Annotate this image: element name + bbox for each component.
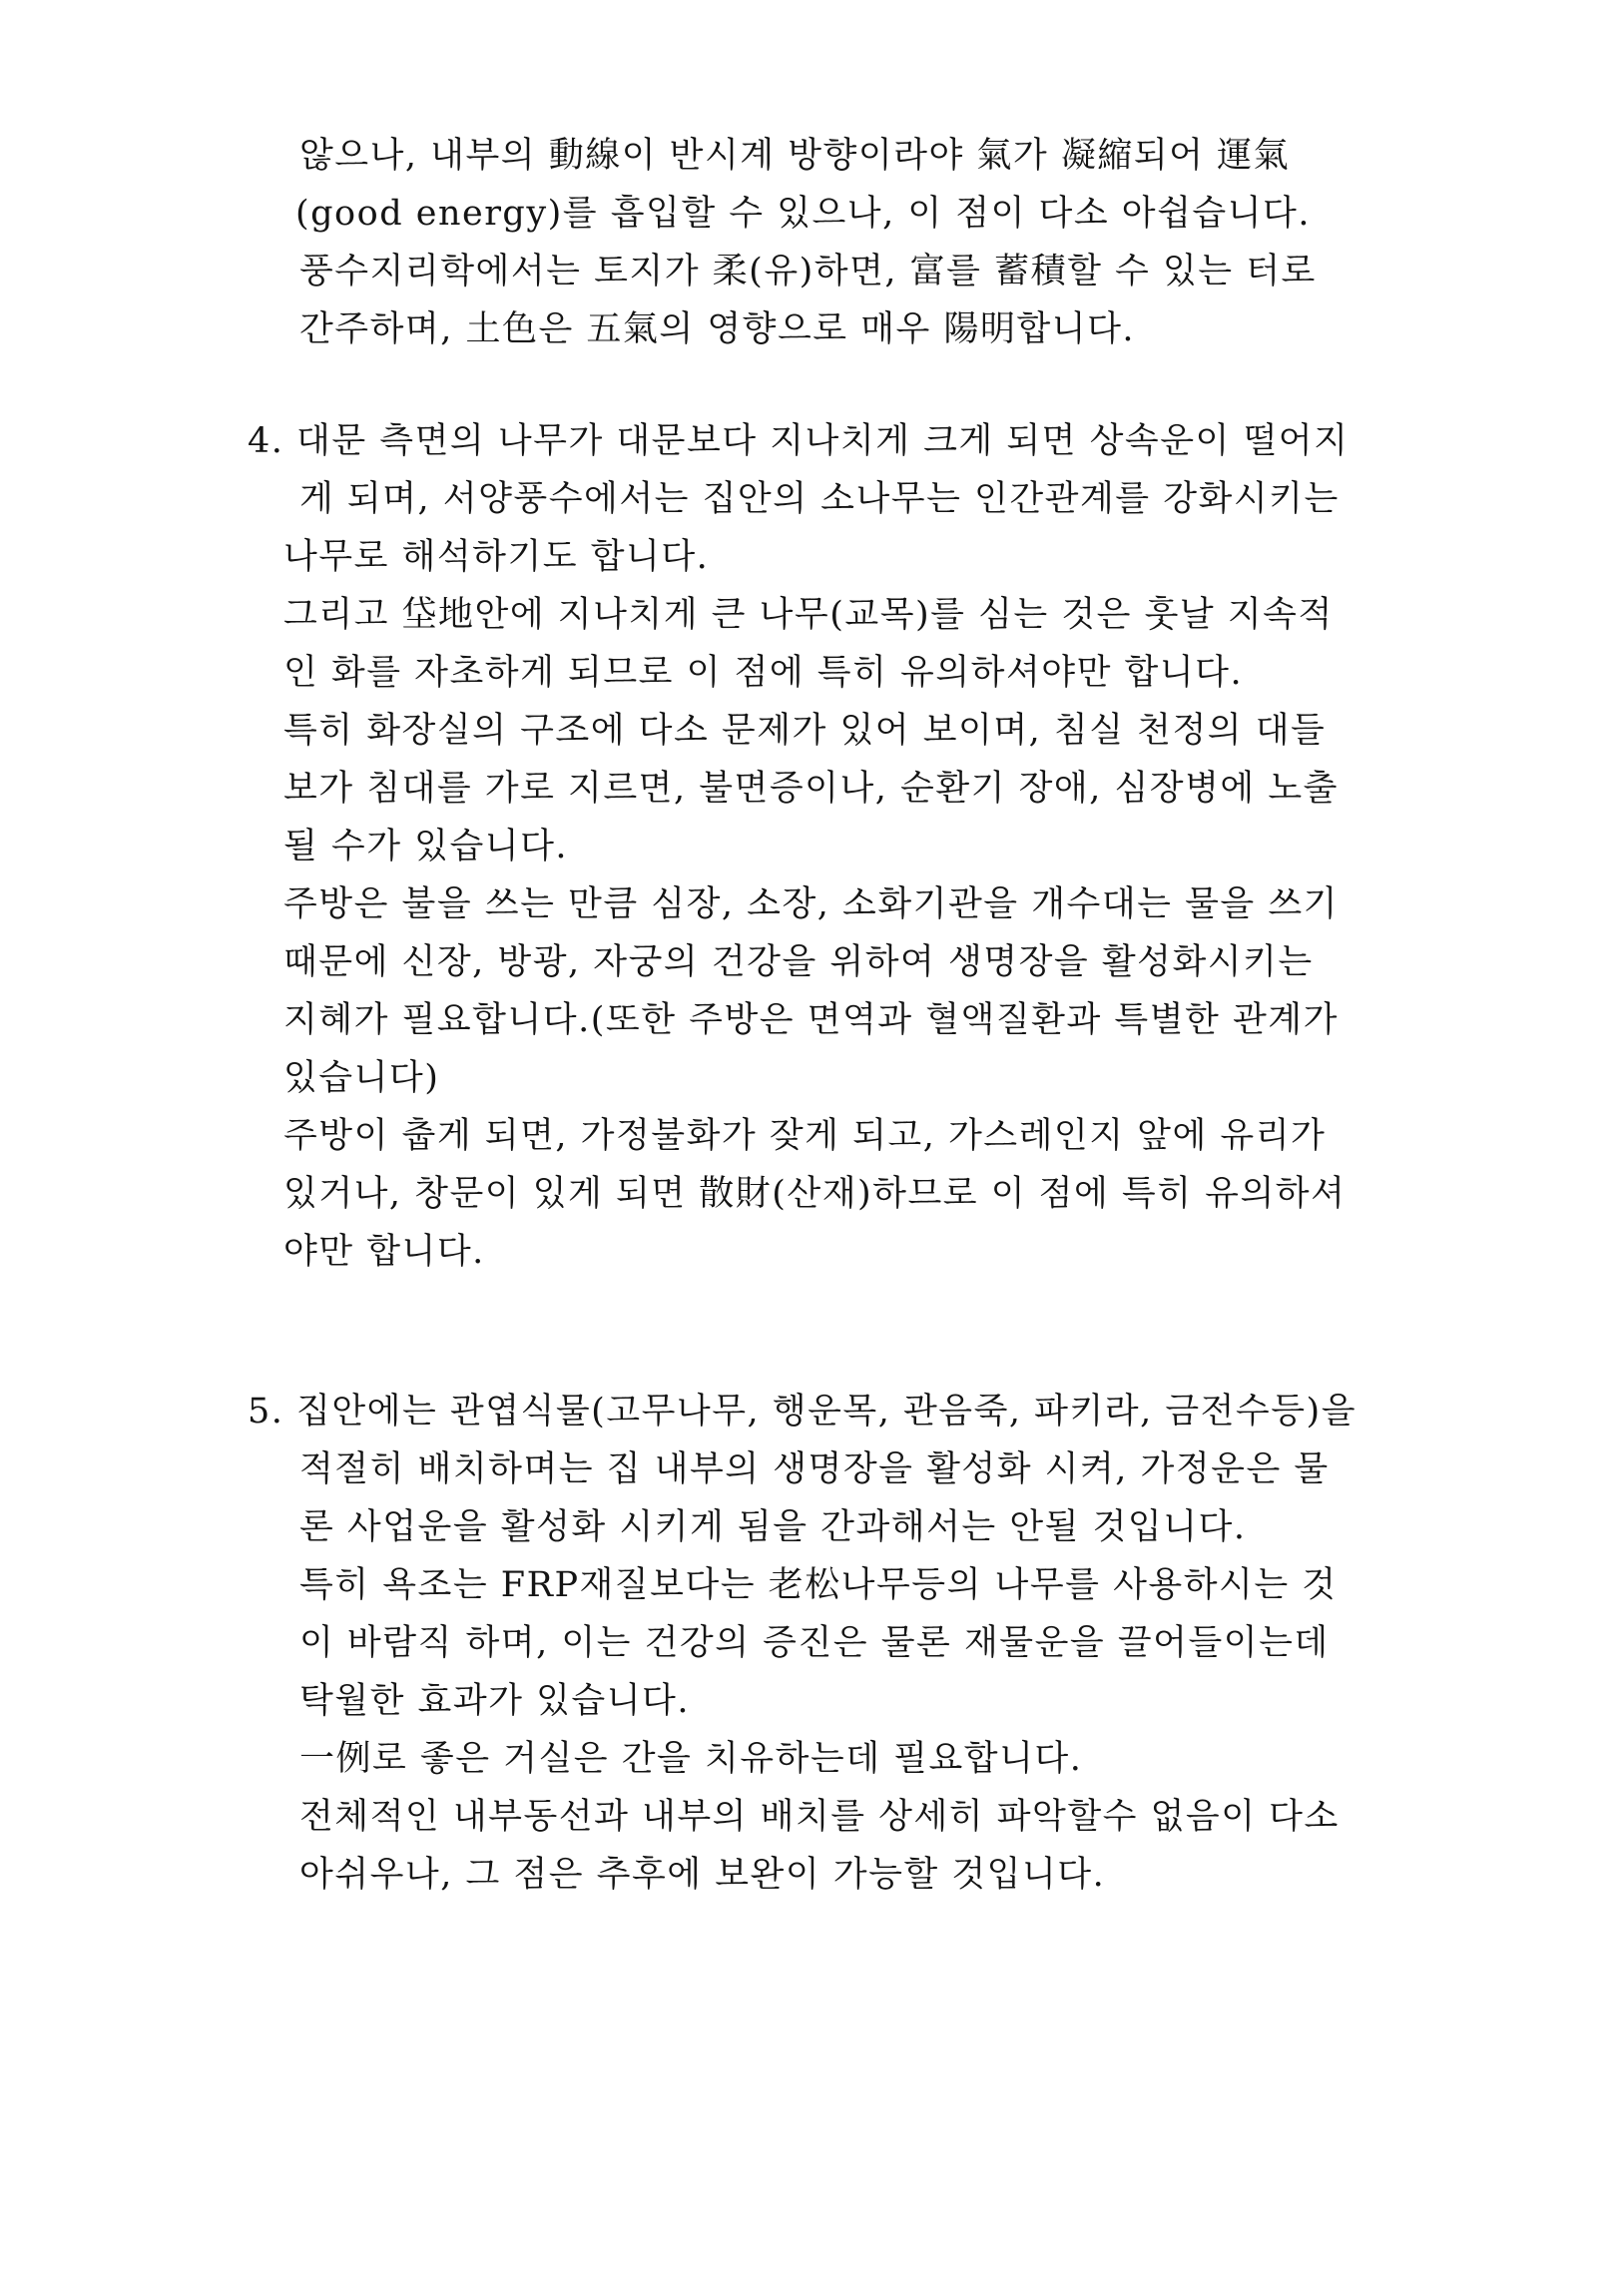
section-5-heading-line: 5. 집안에는 관엽식물(고무나무, 행운목, 관음죽, 파키라, 금전수등)을 [248, 1392, 1357, 1432]
text-line: 특히 화장실의 구조에 다소 문제가 있어 보이며, 침실 천정의 대들 [283, 711, 1327, 751]
text-line: 인 화를 자초하게 되므로 이 점에 특히 유의하셔야만 합니다. [283, 653, 1244, 693]
text-line: 될 수가 있습니다. [283, 827, 569, 866]
text-line: 있습니다) [283, 1058, 440, 1098]
text-line: 보가 침대를 가로 지르면, 불면증이나, 순환기 장애, 심장병에 노출 [283, 769, 1339, 809]
text-line: 주방은 불을 쓰는 만큼 심장, 소장, 소화기관을 개수대는 물을 쓰기 [283, 884, 1339, 924]
text-line: 적절히 배치하며는 집 내부의 생명장을 활성화 시켜, 가정운은 물 [299, 1449, 1330, 1489]
text-line: 있거나, 창문이 있게 되면 散財(산재)하므로 이 점에 특히 유의하셔 [283, 1174, 1347, 1214]
text-line: 게 되며, 서양풍수에서는 집안의 소나무는 인간관계를 강화시키는 [299, 479, 1340, 519]
section-4-heading-line: 4. 대문 측면의 나무가 대문보다 지나치게 크게 되면 상속운이 떨어지 [248, 421, 1350, 461]
text-line: 一例로 좋은 거실은 간을 치유하는데 필요합니다. [299, 1739, 1083, 1779]
text-line: 간주하며, 土色은 五氣의 영향으로 매우 陽明합니다. [299, 309, 1136, 349]
text-line: 그리고 垈地안에 지나치게 큰 나무(교목)를 심는 것은 훗날 지속적 [283, 595, 1334, 635]
text-line: 풍수지리학에서는 토지가 柔(유)하면, 富를 蓄積할 수 있는 터로 [299, 252, 1317, 291]
text-line: 않으나, 내부의 動線이 반시계 방향이라야 氣가 凝縮되어 運氣 [299, 136, 1291, 176]
text-line: 주방이 춥게 되면, 가정불화가 잦게 되고, 가스레인지 앞에 유리가 [283, 1116, 1327, 1156]
text-line: 특히 욕조는 FRP재질보다는 老松나무등의 나무를 사용하시는 것 [299, 1565, 1338, 1605]
text-line: 론 사업운을 활성화 시키게 됨을 간과해서는 안될 것입니다. [299, 1507, 1247, 1547]
text-line: 전체적인 내부동선과 내부의 배치를 상세히 파악할수 없음이 다소 [299, 1797, 1340, 1837]
text-line: 탁월한 효과가 있습니다. [299, 1681, 690, 1721]
text-line: 야만 합니다. [283, 1232, 485, 1272]
text-line: 때문에 신장, 방광, 자궁의 건강을 위하여 생명장을 활성화시키는 [283, 942, 1314, 982]
text-line: 지혜가 필요합니다.(또한 주방은 면역과 혈액질환과 특별한 관계가 [283, 1000, 1339, 1040]
text-line: 이 바람직 하며, 이는 건강의 증진은 물론 재물운을 끌어들이는데 [299, 1623, 1330, 1663]
text-line: 아쉬우나, 그 점은 추후에 보완이 가능할 것입니다. [299, 1855, 1106, 1895]
text-line: (good energy)를 흡입할 수 있으나, 이 점이 다소 아쉽습니다. [295, 194, 1311, 234]
text-line: 나무로 해석하기도 합니다. [283, 537, 710, 577]
